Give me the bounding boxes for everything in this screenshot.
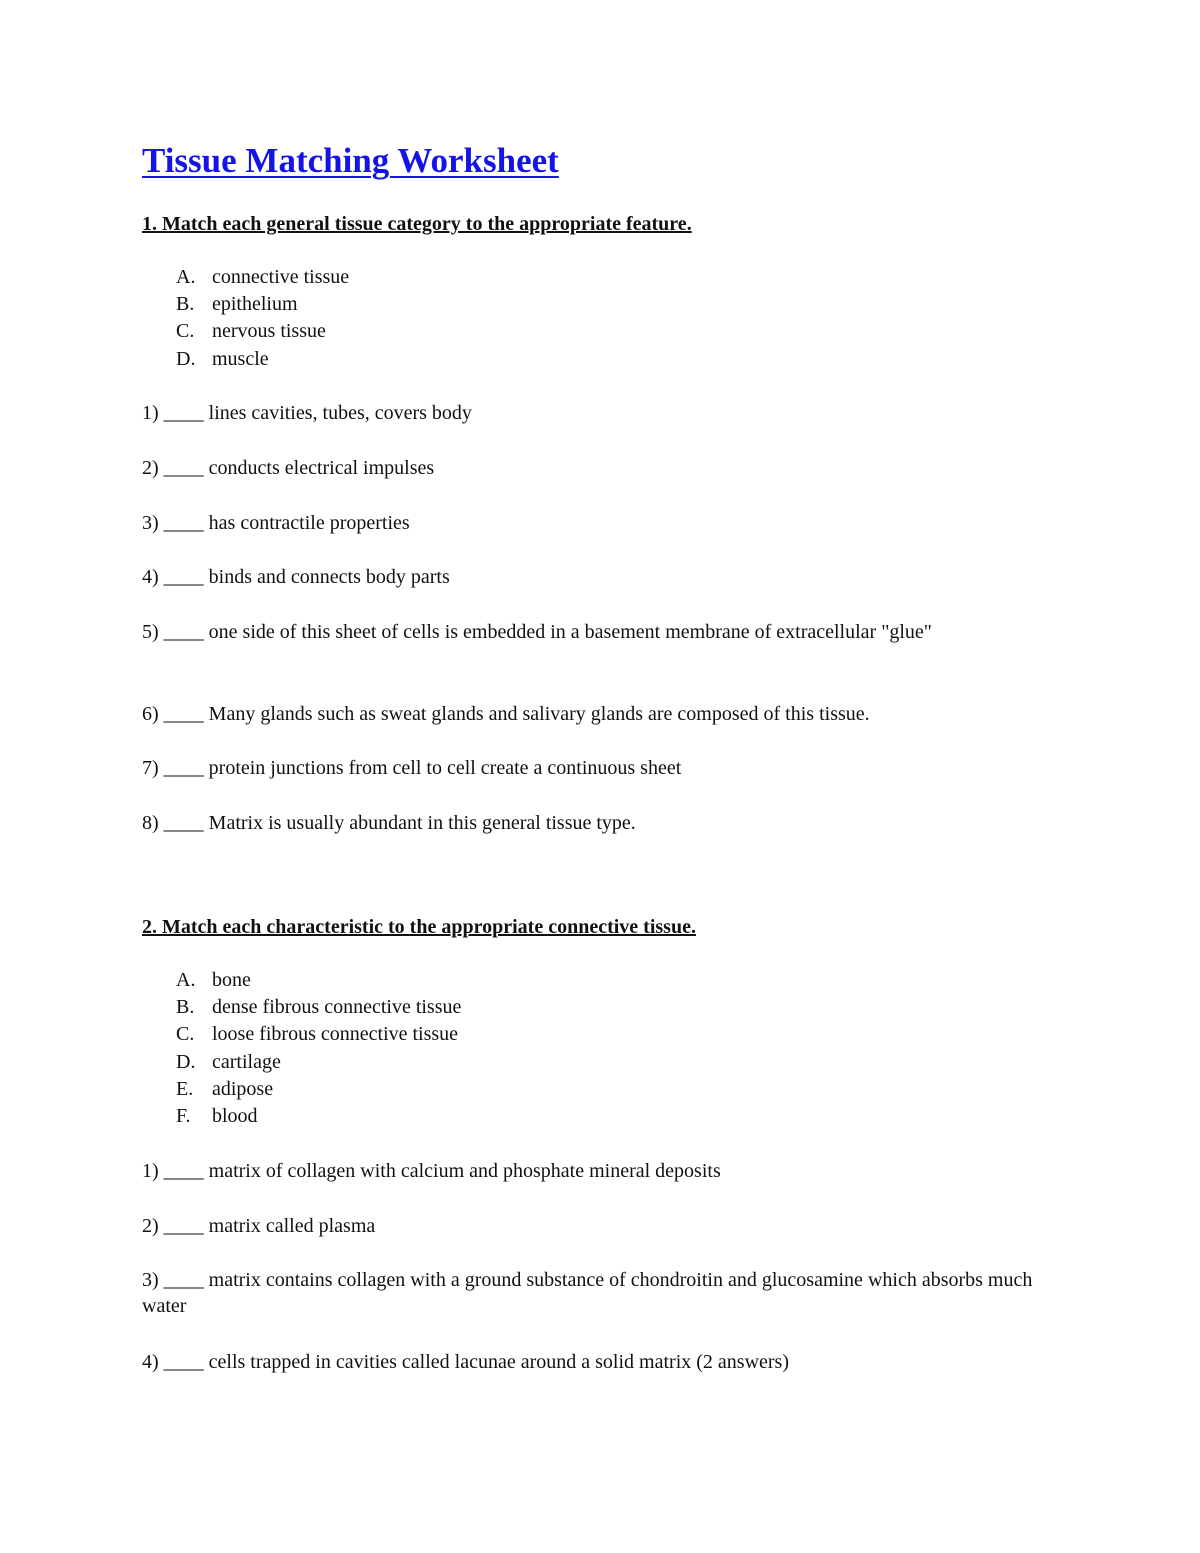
section1-question-2: 2) ____ conducts electrical impulses [142,457,435,479]
option-item: B. dense fibrous connective tissue [176,996,462,1019]
option-item: D. muscle [176,347,269,370]
option-item: A. bone [176,969,251,991]
section2-question-2: 2) ____ matrix called plasma [142,1215,376,1237]
option-item: E. adipose [176,1077,274,1100]
section2-options [176,967,461,1130]
option-item: B. epithelium [176,293,298,316]
section1-question-7: 7) ____ protein junctions from cell to cell create a continuous sheet [142,757,682,779]
option-item: A. connective tissue [176,266,350,288]
option-item: F. blood [176,1105,258,1128]
option-item: D. cartilage [176,1050,281,1073]
section1-options [176,264,349,373]
section2-question-3: 3) ____ matrix contains collagen with a ground substance of chondroitin and glucosamine which absorbs much water [142,1269,1033,1317]
section1-question-3: 3) ____ has contractile properties [142,512,410,534]
section2-heading: 2. Match each characteristic to the appropriate connective tissue. [142,916,696,938]
section2-question-4: 4) ____ cells trapped in cavities called lacunae around a solid matrix (2 answers) [142,1351,789,1373]
section1-heading: 1. Match each general tissue category to the appropriate feature. [142,213,692,235]
option-item: C. nervous tissue [176,320,326,343]
section1-question-1: 1) ____ lines cavities, tubes, covers body [142,402,472,424]
option-item: C. loose fibrous connective tissue [176,1023,459,1046]
section1-question-6: 6) ____ Many glands such as sweat glands and salivary glands are composed of this tissue. [142,703,870,725]
section2-question-1: 1) ____ matrix of collagen with calcium and phosphate mineral deposits [142,1160,721,1182]
section1-question-4: 4) ____ binds and connects body parts [142,566,450,588]
section1-question-5: 5) ____ one side of this sheet of cells is embedded in a basement membrane of extracellular "glue" [142,621,932,643]
page-title[interactable]: Tissue Matching Worksheet [142,141,559,180]
section1-question-8: 8) ____ Matrix is usually abundant in this general tissue type. [142,812,636,834]
